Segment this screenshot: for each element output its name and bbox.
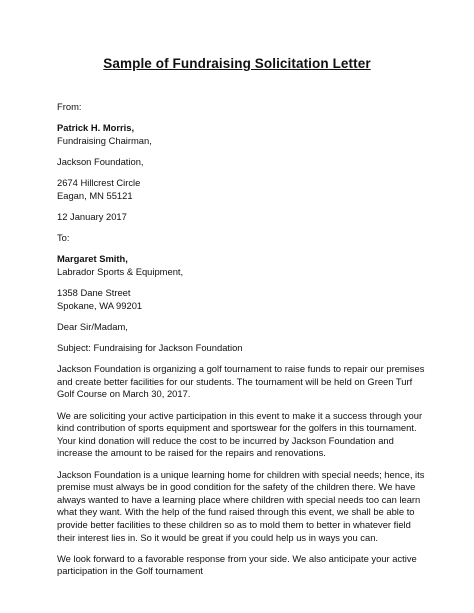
body-paragraph-1: Jackson Foundation is organizing a golf tournament to raise funds to repair our premises and create better facilities for our students. The tournament will be held on Green Turf Golf Course on March 30, 2017.	[57, 363, 425, 400]
to-label: To:	[57, 232, 70, 244]
sender-title: Fundraising Chairman,	[57, 134, 152, 146]
recipient-name: Margaret Smith,	[57, 253, 128, 265]
body-paragraph-3: Jackson Foundation is a unique learning home for children with special needs; hence, its premise must always be in good condition for the safety of the children there. We have always wanted to have a learning place where children with special needs too can learn what they want. With the help of the fund raised through this event, we shall be able to provide better facilities to these children so as to mold them to better in whatever field their interest lies in. So it would be great if you could help us in ways you can.	[57, 468, 425, 543]
letter-body	[57, 101, 427, 587]
sender-address-line1: 2674 Hillcrest Circle	[57, 177, 141, 189]
sender-block	[57, 122, 427, 147]
from-label: From:	[57, 101, 82, 112]
letter-date: 12 January 2017	[57, 210, 127, 222]
sender-organization: Jackson Foundation,	[57, 155, 144, 167]
recipient-address-line2: Spokane, WA 99201	[57, 299, 143, 311]
subject-line: Subject: Fundraising for Jackson Foundation	[57, 342, 243, 354]
recipient-organization: Labrador Sports & Equipment,	[57, 265, 184, 277]
recipient-address	[57, 287, 427, 312]
sender-address-line2: Eagan, MN 55121	[57, 189, 133, 201]
body-paragraph-2: We are soliciting your active participation in this event to make it a success through your kind contribution of sports equipment and sportswear for the golfers in this tournament. Your kind donation will reduce the cost to be incurred by Jackson Foundation and increase the amount to be raised for the repairs and renovations.	[57, 409, 423, 459]
body-paragraph-4: We look forward to a favorable response from your side. We also anticipate your active participation in the Golf tournament	[57, 552, 417, 577]
recipient-block	[57, 253, 427, 278]
sender-address	[57, 177, 427, 202]
salutation: Dear Sir/Madam,	[57, 320, 128, 332]
letter-title: Sample of Fundraising Solicitation Letter	[103, 56, 371, 71]
recipient-address-line1: 1358 Dane Street	[57, 287, 131, 299]
sender-name: Patrick H. Morris,	[57, 122, 135, 134]
